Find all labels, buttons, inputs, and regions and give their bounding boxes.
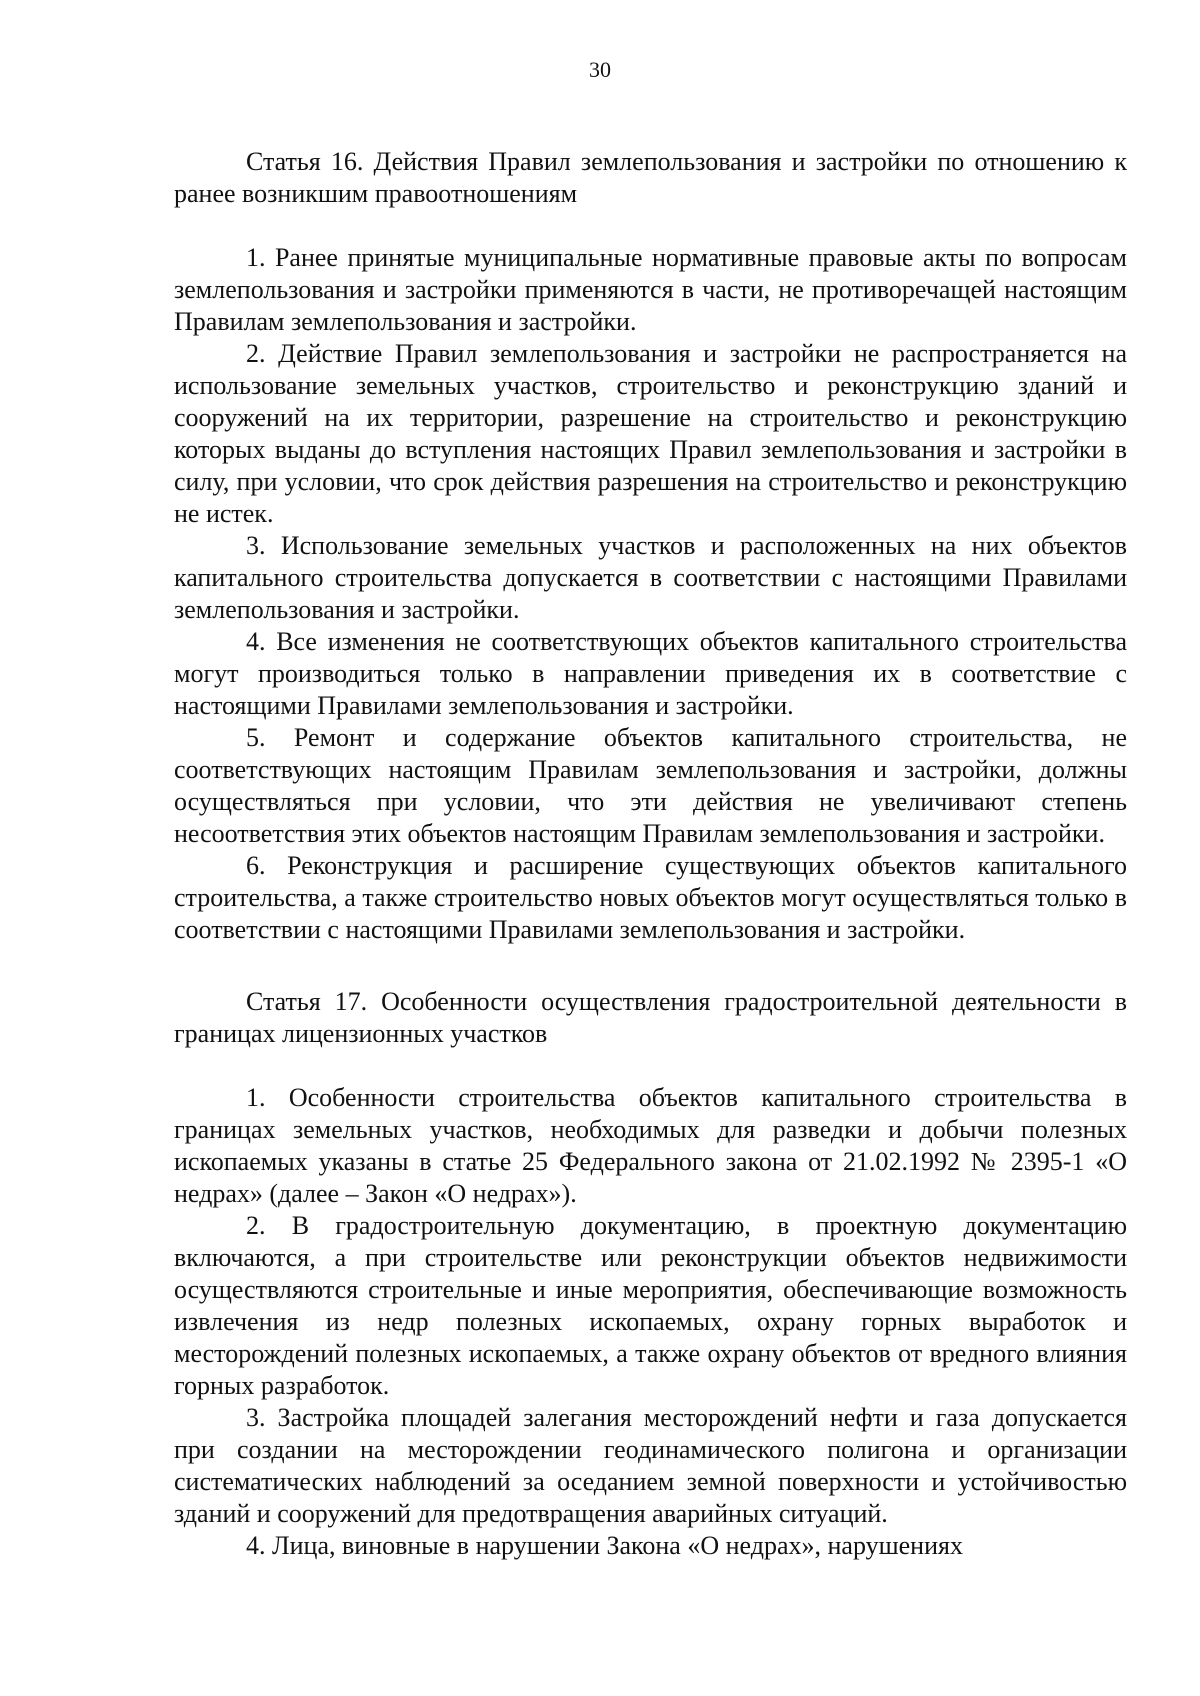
article-16-heading: Статья 16. Действия Правил землепользования и застройки по отношению к ранее возникшим правоотношениям [174, 147, 1127, 208]
article-16-paragraph-5: 5. Ремонт и содержание объектов капитального строительства, не соответствующих настоящим Правилам землепользования и застройки, должны осуществляться при условии, что эти действия не увеличивают степень несоответствия этих объектов настоящим Правилам землепользования и застройки. [174, 723, 1127, 848]
article-17-paragraph-3: 3. Застройка площадей залегания месторождений нефти и газа допускается при создании на месторождении геодинамического полигона и организации систематических наблюдений за оседанием земной поверхности и устойчивостью зданий и сооружений для предотвращения аварийных ситуаций. [174, 1403, 1127, 1528]
document-body [174, 146, 1127, 1562]
article-16-paragraph-4: 4. Все изменения не соответствующих объектов капитального строительства могут производиться только в направлении приведения их в соответствие с настоящими Правилами землепользования и застройки. [174, 627, 1127, 720]
article-17-heading: Статья 17. Особенности осуществления градостроительной деятельности в границах лицензионных участков [174, 987, 1127, 1048]
article-17-paragraph-4: 4. Лица, виновные в нарушении Закона «О недрах», нарушениях [246, 1531, 963, 1560]
article-16-paragraph-6: 6. Реконструкция и расширение существующих объектов капитального строительства, а также строительство новых объектов могут осуществляться только в соответствии с настоящими Правилами землепользования и застройки. [174, 851, 1127, 944]
article-16-paragraph-2: 2. Действие Правил землепользования и застройки не распространяется на использование земельных участков, строительство и реконструкцию зданий и сооружений на их территории, разрешение на строительство и реконструкцию которых выданы до вступления настоящих Правил землепользования и застройки в силу, при условии, что срок действия разрешения на строительство и реконструкцию не истек. [174, 339, 1127, 528]
article-17-paragraph-1: 1. Особенности строительства объектов капитального строительства в границах земельных участков, необходимых для разведки и добычи полезных ископаемых указаны в статье 25 Федерального закона от 21.02.1992 № 2395-1 «О недрах» (далее – Закон «О недрах»). [174, 1083, 1127, 1208]
article-16-paragraph-3: 3. Использование земельных участков и расположенных на них объектов капитального строительства допускается в соответствии с настоящими Правилами землепользования и застройки. [174, 531, 1127, 624]
article-17 [174, 986, 1127, 1562]
article-16 [174, 146, 1127, 946]
page-number: 30 [589, 57, 611, 82]
article-spacer [174, 946, 1127, 986]
article-17-paragraph-2: 2. В градостроительную документацию, в проектную документацию включаются, а при строительстве или реконструкции объектов недвижимости осуществляются строительные и иные мероприятия, обеспечивающие возможность извлечения из недр полезных ископаемых, охрану горных выработок и месторождений полезных ископаемых, а также охрану объектов от вредного влияния горных разработок. [174, 1211, 1127, 1400]
article-16-paragraph-1: 1. Ранее принятые муниципальные нормативные правовые акты по вопросам землепользования и застройки применяются в части, не противоречащей настоящим Правилам землепользования и застройки. [174, 243, 1127, 336]
